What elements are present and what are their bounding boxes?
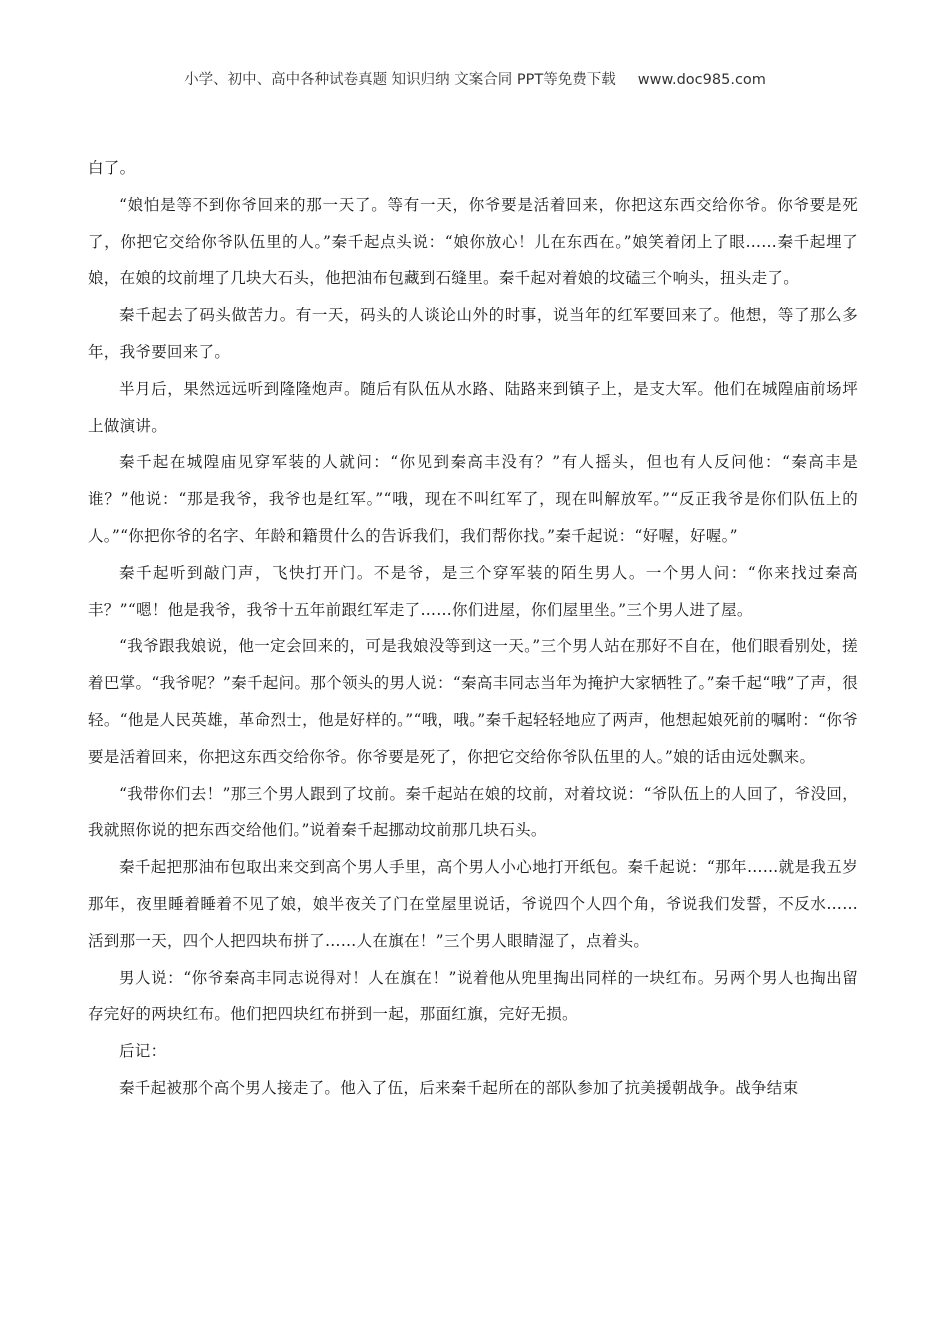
paragraph: “我带你们去！”那三个男人跟到了坟前。秦千起站在娘的坟前，对着坟说：“爷队伍上的人回了，爷没回，我就照你说的把东西交给他们。”说着秦千起挪动坟前那几块石头。 [88, 784, 858, 840]
header-site: www.doc985.com [637, 72, 766, 88]
paragraph: 后记： [119, 1042, 167, 1061]
header-text: 小学、初中、高中各种试卷真题 知识归纳 文案合同 PPT等免费下载 [184, 72, 616, 88]
paragraph: “娘怕是等不到你爷回来的那一天了。等有一天，你爷要是活着回来，你把这东西交给你爷。你爷要是死了，你把它交给你爷队伍里的人。”秦千起点头说：“娘你放心！儿在东西在。”娘笑着闭上了眼……秦千起埋了娘，在娘的坟前埋了几块大石头，他把油布包藏到石缝里。秦千起对着娘的坟磕三个响头，扭头走了。 [88, 195, 858, 288]
paragraph: “我爷跟我娘说，他一定会回来的，可是我娘没等到这一天。”三个男人站在那好不自在，他们眼看别处，搓着巴掌。“我爷呢？”秦千起问。那个领头的男人说：“秦高丰同志当年为掩护大家牺牲了。”秦千起“哦”了声，很轻。“他是人民英雄，革命烈士，他是好样的。”“哦，哦。”秦千起轻轻地应了两声，他想起娘死前的嘱咐：“你爷要是活着回来，你把这东西交给你爷。你爷要是死了，你把它交给你爷队伍里的人。”娘的话由远处飘来。 [88, 637, 858, 766]
paragraph: 男人说：“你爷秦高丰同志说得对！人在旗在！”说着他从兜里掏出同样的一块红布。另两个男人也掏出留存完好的两块红布。他们把四块红布拼到一起，那面红旗，完好无损。 [88, 968, 858, 1024]
document-body [88, 150, 858, 1107]
paragraph: 秦千起被那个高个男人接走了。他入了伍，后来秦千起所在的部队参加了抗美援朝战争。战争结束 [119, 1078, 799, 1097]
paragraph: 秦千起把那油布包取出来交到高个男人手里，高个男人小心地打开纸包。秦千起说：“那年……就是我五岁那年，夜里睡着睡着不见了娘，娘半夜关了门在堂屋里说话，爷说四个人四个角，爷说我们发誓，不反水……活到那一天，四个人把四块布拼了……人在旗在！”三个男人眼睛湿了，点着头。 [88, 858, 858, 950]
paragraph: 白了。 [88, 159, 136, 177]
page-header [0, 68, 950, 89]
paragraph: 秦千起听到敲门声，飞快打开门。不是爷，是三个穿军装的陌生男人。一个男人问：“你来找过秦高丰？”“嗯！他是我爷，我爷十五年前跟红军走了……你们进屋，你们屋里坐。”三个男人进了屋。 [88, 563, 858, 619]
paragraph: 秦千起去了码头做苦力。有一天，码头的人谈论山外的时事，说当年的红军要回来了。他想，等了那么多年，我爷要回来了。 [88, 306, 858, 361]
paragraph: 秦千起在城隍庙见穿军装的人就问：“你见到秦高丰没有？”有人摇头，但也有人反问他：“秦高丰是谁？”他说：“那是我爷，我爷也是红军。”“哦，现在不叫红军了，现在叫解放军。”“反正我爷是你们队伍上的人。”“你把你爷的名字、年龄和籍贯什么的告诉我们，我们帮你找。”秦千起说：“好喔，好喔。” [88, 453, 858, 545]
paragraph: 半月后，果然远远听到隆隆炮声。随后有队伍从水路、陆路来到镇子上，是支大军。他们在城隍庙前场坪上做演讲。 [88, 379, 858, 435]
